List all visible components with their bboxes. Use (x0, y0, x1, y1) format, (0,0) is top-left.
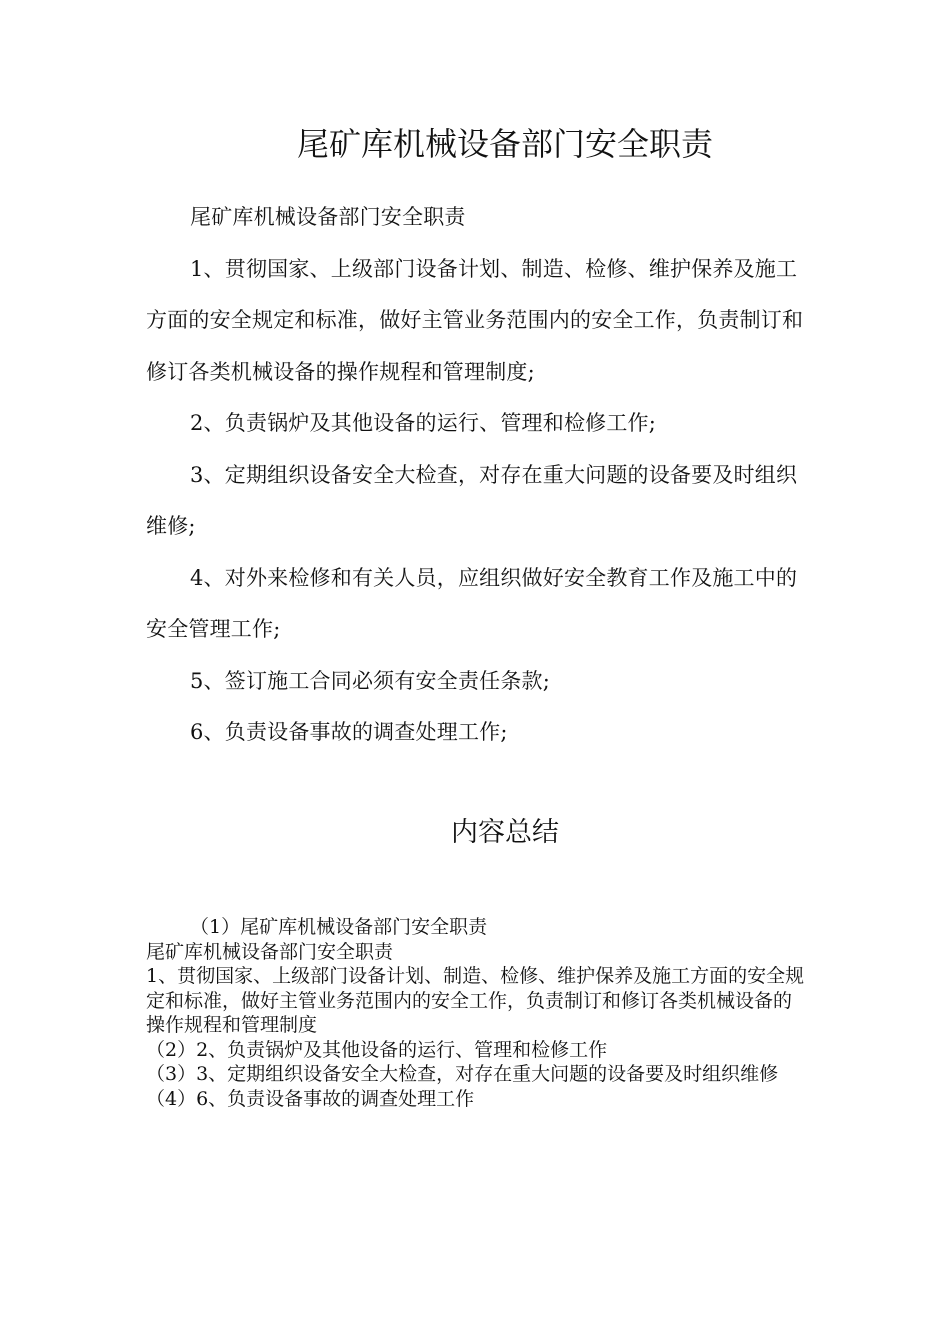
summary-line: （2）2、负责锅炉及其他设备的运行、管理和检修工作 (146, 1038, 608, 1061)
body-paragraph-item-5: 5、签订施工合同必须有安全责任条款; (190, 668, 551, 693)
summary-title: 内容总结 (451, 817, 559, 848)
summary-line: （3）3、定期组织设备安全大检查，对存在重大问题的设备要及时组织维修 (146, 1063, 779, 1085)
body-paragraph-item-3: 3、定期组织设备安全大检查，对存在重大问题的设备要及时组织维修; (146, 462, 798, 538)
summary-line: （4）6、负责设备事故的调查处理工作 (146, 1087, 475, 1110)
document-title: 尾矿库机械设备部门安全职责 (296, 125, 713, 163)
body-paragraph-item-1: 1、贯彻国家、上级部门设备计划、制造、检修、维护保养及施工方面的安全规定和标准，做好主管业务范围内的安全工作，负责制订和修订各类机械设备的操作规程和管理制度; (146, 256, 804, 384)
document-body (146, 192, 808, 759)
summary-line: （1）尾矿库机械设备部门安全职责 (190, 916, 488, 938)
body-paragraph-item-2: 2、负责锅炉及其他设备的运行、管理和检修工作; (190, 411, 657, 435)
body-paragraph-heading: 尾矿库机械设备部门安全职责 (190, 205, 466, 229)
summary-body (146, 915, 808, 1111)
body-paragraph-item-6: 6、负责设备事故的调查处理工作; (190, 720, 508, 744)
summary-line: 尾矿库机械设备部门安全职责 (146, 940, 394, 963)
summary-line: 1、贯彻国家、上级部门设备计划、制造、检修、维护保养及施工方面的安全规定和标准，做好主管业务范围内的安全工作，负责制订和修订各类机械设备的操作规程和管理制度 (146, 965, 805, 1036)
body-paragraph-item-4: 4、对外来检修和有关人员，应组织做好安全教育工作及施工中的安全管理工作; (146, 565, 798, 641)
